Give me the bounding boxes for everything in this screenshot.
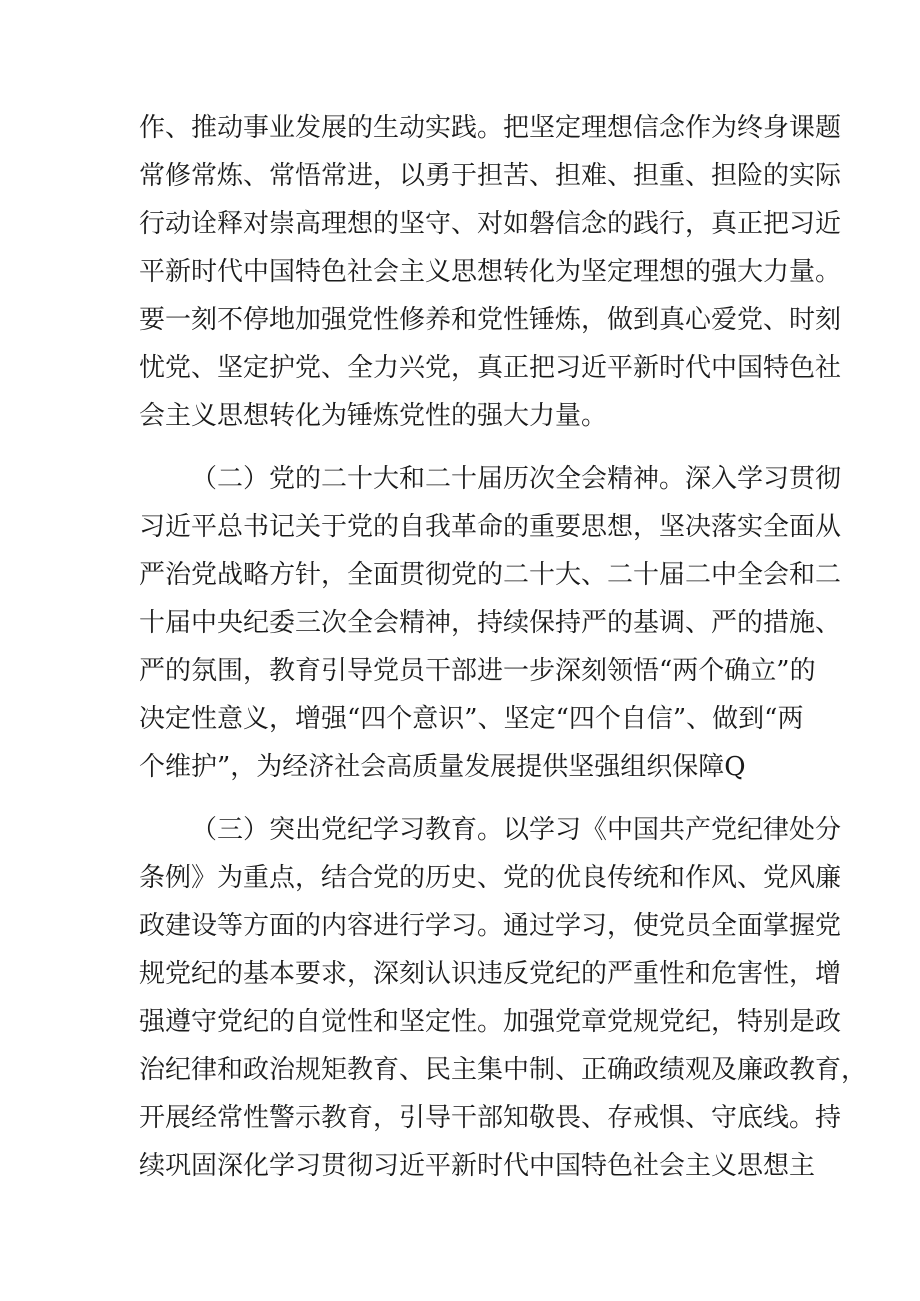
document-body [139, 104, 868, 1190]
text-line: 规党纪的基本要求，深刻认识违反党纪的严重性和危害性，增 [139, 959, 842, 989]
text-line: 作、推动事业发展的生动实践。把坚定理想信念作为终身课题 [139, 113, 842, 143]
text-line: （二）党的二十大和二十届历次全会精神。深入学习贯彻 [191, 464, 842, 494]
text-line: 行动诠释对崇高理想的坚守、对如磐信念的践行，真正把习近 [139, 209, 842, 239]
text-line: 续巩固深化学习贯彻习近平新时代中国特色社会主义思想主 [139, 1151, 816, 1181]
paragraph-spacer [139, 440, 793, 455]
text-line: 习近平总书记关于党的自我革命的重要思想，坚决落实全面从 [139, 512, 842, 542]
text-line: 强遵守党纪的自觉性和坚定性。加强党章党规党纪，特别是政 [139, 1007, 842, 1037]
paragraph-2 [139, 455, 842, 791]
text-line: 决定性意义，增强“四个意识”、坚定“四个自信”、做到“两 [139, 704, 804, 734]
paragraph-spacer [139, 791, 793, 806]
text-line: 政建设等方面的内容进行学习。通过学习，使党员全面掌握党 [139, 911, 842, 941]
paragraph-1 [139, 104, 842, 440]
text-line: 要一刻不停地加强党性修养和党性锤炼，做到真心爱党、时刻 [139, 305, 842, 335]
text-line: 开展经常性警示教育，引导干部知敬畏、存戒惧、守底线。持 [139, 1103, 842, 1133]
text-line: 平新时代中国特色社会主义思想转化为坚定理想的强大力量。 [139, 257, 842, 287]
text-line: 个维护”，为经济社会高质量发展提供坚强组织保障Q [139, 752, 746, 782]
text-line: 会主义思想转化为锤炼党性的强大力量。 [139, 401, 608, 431]
text-line: 忧党、坚定护党、全力兴党，真正把习近平新时代中国特色社 [139, 353, 842, 383]
text-line: 严治党战略方针，全面贯彻党的二十大、二十届二中全会和二 [139, 560, 842, 590]
text-line: （三）突出党纪学习教育。以学习《中国共产党纪律处分 [191, 815, 842, 845]
text-line: 条例》为重点，结合党的历史、党的优良传统和作风、党风廉 [139, 863, 842, 893]
text-line: 常修常炼、常悟常进，以勇于担苦、担难、担重、担险的实际 [139, 161, 842, 191]
paragraph-3 [139, 806, 868, 1190]
text-line: 严的氛围，教育引导党员干部进一步深刻领悟“两个确立”的 [139, 656, 816, 686]
text-line: 治纪律和政治规矩教育、民主集中制、正确政绩观及廉政教育， [139, 1055, 868, 1085]
text-line: 十届中央纪委三次全会精神，持续保持严的基调、严的措施、 [139, 608, 842, 638]
